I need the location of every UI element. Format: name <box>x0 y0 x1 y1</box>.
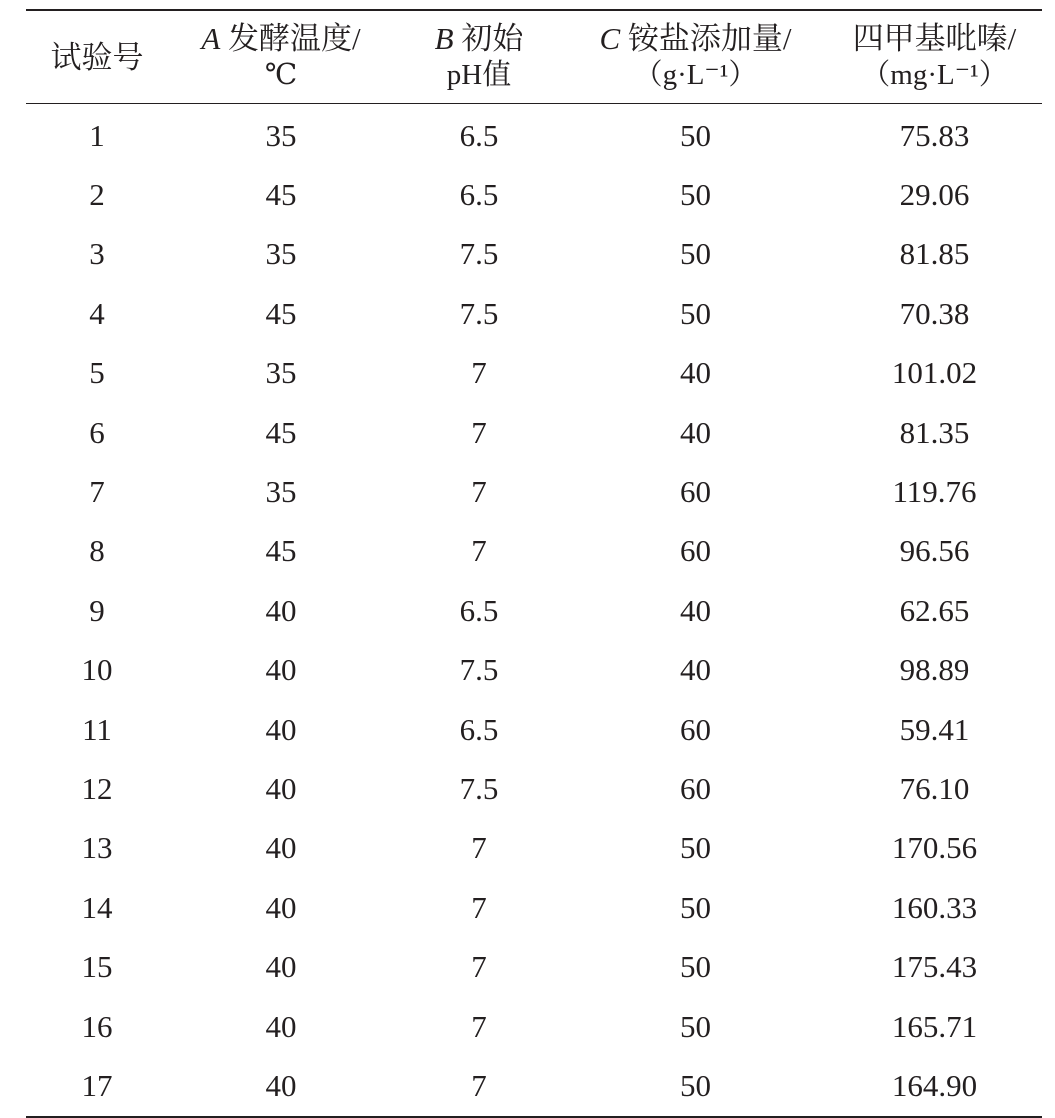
temperature-cell: 40 <box>265 1067 297 1103</box>
ph-cell: 7 <box>471 474 487 510</box>
tetramethylpyrazine-cell: 81.85 <box>899 236 970 272</box>
ph-cell: 7.5 <box>459 652 499 688</box>
trial-number-cell: 9 <box>89 592 105 628</box>
trial-number-cell: 1 <box>89 117 105 153</box>
tetramethylpyrazine-cell: 165.71 <box>891 1008 978 1044</box>
tetramethylpyrazine-cell: 81.35 <box>899 414 970 450</box>
trial-number-cell: 5 <box>89 355 105 391</box>
ammonium-salt-cell: 50 <box>680 295 711 331</box>
results-table-body <box>26 104 1042 1116</box>
ph-cell: 6.5 <box>459 711 499 747</box>
ammonium-salt-cell: 60 <box>680 474 711 510</box>
ammonium-salt-cell: 60 <box>680 711 711 747</box>
table-row <box>26 522 1042 581</box>
table-row <box>26 1056 1042 1115</box>
header-row <box>26 11 1042 103</box>
ph-cell: 6.5 <box>459 592 499 628</box>
tetramethylpyrazine-cell: 175.43 <box>891 949 978 985</box>
trial-number-cell: 15 <box>81 949 113 985</box>
table-row <box>26 997 1042 1056</box>
temperature-cell: 35 <box>265 355 297 391</box>
trial-number-cell: 7 <box>89 474 105 510</box>
temperature-cell: 40 <box>265 830 297 866</box>
table-row <box>26 462 1042 521</box>
temperature-cell: 40 <box>265 770 297 806</box>
header-label: 铵盐添加量/ <box>620 21 792 56</box>
tetramethylpyrazine-cell: 164.90 <box>891 1067 978 1103</box>
trial-number-cell: 6 <box>89 414 105 450</box>
header-fermentation-temperature <box>168 11 394 103</box>
table-row <box>26 641 1042 700</box>
ph-cell: 6.5 <box>459 117 499 153</box>
header-initial-ph <box>394 11 564 103</box>
table-row <box>26 403 1042 462</box>
tetramethylpyrazine-cell: 62.65 <box>899 592 970 628</box>
ph-cell: 7 <box>471 355 487 391</box>
temperature-cell: 40 <box>265 1008 297 1044</box>
tetramethylpyrazine-cell: 160.33 <box>891 889 978 925</box>
trial-number-cell: 10 <box>81 652 113 688</box>
ammonium-salt-cell: 40 <box>680 355 711 391</box>
header-label: 四甲基吡嗪/ <box>852 21 1017 56</box>
temperature-cell: 35 <box>265 474 297 510</box>
trial-number-cell: 14 <box>81 889 113 925</box>
temperature-cell: 35 <box>265 117 297 153</box>
header-unit: （mg·L⁻¹） <box>861 59 1008 91</box>
ph-cell: 7.5 <box>459 770 499 806</box>
ammonium-salt-cell: 50 <box>680 830 711 866</box>
table-body <box>26 104 1042 1116</box>
ammonium-salt-cell: 50 <box>680 889 711 925</box>
trial-number-cell: 17 <box>81 1067 113 1103</box>
header-unit: ℃ <box>264 59 298 91</box>
table-row <box>26 165 1042 224</box>
header-variable: C <box>599 21 621 56</box>
tetramethylpyrazine-cell: 29.06 <box>899 177 970 213</box>
table-header <box>26 11 1042 103</box>
header-label: 发酵温度/ <box>220 21 361 56</box>
ph-cell: 7 <box>471 414 487 450</box>
table-row <box>26 700 1042 759</box>
header-tetramethylpyrazine <box>827 11 1042 103</box>
header-variable: B <box>434 21 454 56</box>
trial-number-cell: 8 <box>89 533 105 569</box>
data-table <box>26 9 1042 1118</box>
temperature-cell: 45 <box>265 533 297 569</box>
results-table <box>26 11 1042 103</box>
ammonium-salt-cell: 50 <box>680 117 711 153</box>
tetramethylpyrazine-cell: 101.02 <box>891 355 978 391</box>
table-row <box>26 581 1042 640</box>
tetramethylpyrazine-cell: 170.56 <box>891 830 978 866</box>
ph-cell: 7.5 <box>459 236 499 272</box>
tetramethylpyrazine-cell: 98.89 <box>899 652 970 688</box>
table-row <box>26 225 1042 284</box>
trial-number-cell: 13 <box>81 830 113 866</box>
temperature-cell: 40 <box>265 652 297 688</box>
table-row <box>26 759 1042 818</box>
tetramethylpyrazine-cell: 119.76 <box>892 474 977 510</box>
header-trial-number <box>26 11 168 103</box>
ph-cell: 7.5 <box>459 295 499 331</box>
ammonium-salt-cell: 50 <box>680 949 711 985</box>
trial-number-cell: 12 <box>81 770 113 806</box>
table-row <box>26 104 1042 165</box>
table-row <box>26 819 1042 878</box>
trial-number-cell: 4 <box>89 295 105 331</box>
trial-number-cell: 3 <box>89 236 105 272</box>
ph-cell: 7 <box>471 949 487 985</box>
ph-cell: 7 <box>471 830 487 866</box>
header-variable: A <box>201 21 221 56</box>
temperature-cell: 45 <box>265 177 297 213</box>
ammonium-salt-cell: 40 <box>680 652 711 688</box>
tetramethylpyrazine-cell: 75.83 <box>899 117 970 153</box>
tetramethylpyrazine-cell: 76.10 <box>899 770 970 806</box>
trial-number-cell: 11 <box>82 711 112 747</box>
ph-cell: 7 <box>471 1067 487 1103</box>
temperature-cell: 40 <box>265 711 297 747</box>
ph-cell: 7 <box>471 533 487 569</box>
header-unit: （g·L⁻¹） <box>633 59 758 91</box>
header-unit: pH值 <box>446 59 512 91</box>
ammonium-salt-cell: 50 <box>680 1008 711 1044</box>
ammonium-salt-cell: 50 <box>680 236 711 272</box>
table-row <box>26 937 1042 996</box>
ammonium-salt-cell: 60 <box>680 770 711 806</box>
ph-cell: 7 <box>471 889 487 925</box>
trial-number-cell: 16 <box>81 1008 113 1044</box>
ammonium-salt-cell: 40 <box>680 414 711 450</box>
temperature-cell: 40 <box>265 949 297 985</box>
header-ammonium-salt-addition <box>564 11 827 103</box>
table-row <box>26 878 1042 937</box>
header-label: 试验号 <box>50 39 144 75</box>
ammonium-salt-cell: 50 <box>680 1067 711 1103</box>
ammonium-salt-cell: 40 <box>680 592 711 628</box>
ammonium-salt-cell: 60 <box>680 533 711 569</box>
header-label: 初始 <box>453 21 524 56</box>
table-row <box>26 284 1042 343</box>
temperature-cell: 35 <box>265 236 297 272</box>
table-row <box>26 344 1042 403</box>
temperature-cell: 45 <box>265 295 297 331</box>
temperature-cell: 40 <box>265 889 297 925</box>
ph-cell: 7 <box>471 1008 487 1044</box>
temperature-cell: 45 <box>265 414 297 450</box>
tetramethylpyrazine-cell: 96.56 <box>899 533 970 569</box>
tetramethylpyrazine-cell: 59.41 <box>899 711 970 747</box>
ph-cell: 6.5 <box>459 177 499 213</box>
ammonium-salt-cell: 50 <box>680 177 711 213</box>
temperature-cell: 40 <box>265 592 297 628</box>
tetramethylpyrazine-cell: 70.38 <box>899 295 970 331</box>
trial-number-cell: 2 <box>89 177 105 213</box>
